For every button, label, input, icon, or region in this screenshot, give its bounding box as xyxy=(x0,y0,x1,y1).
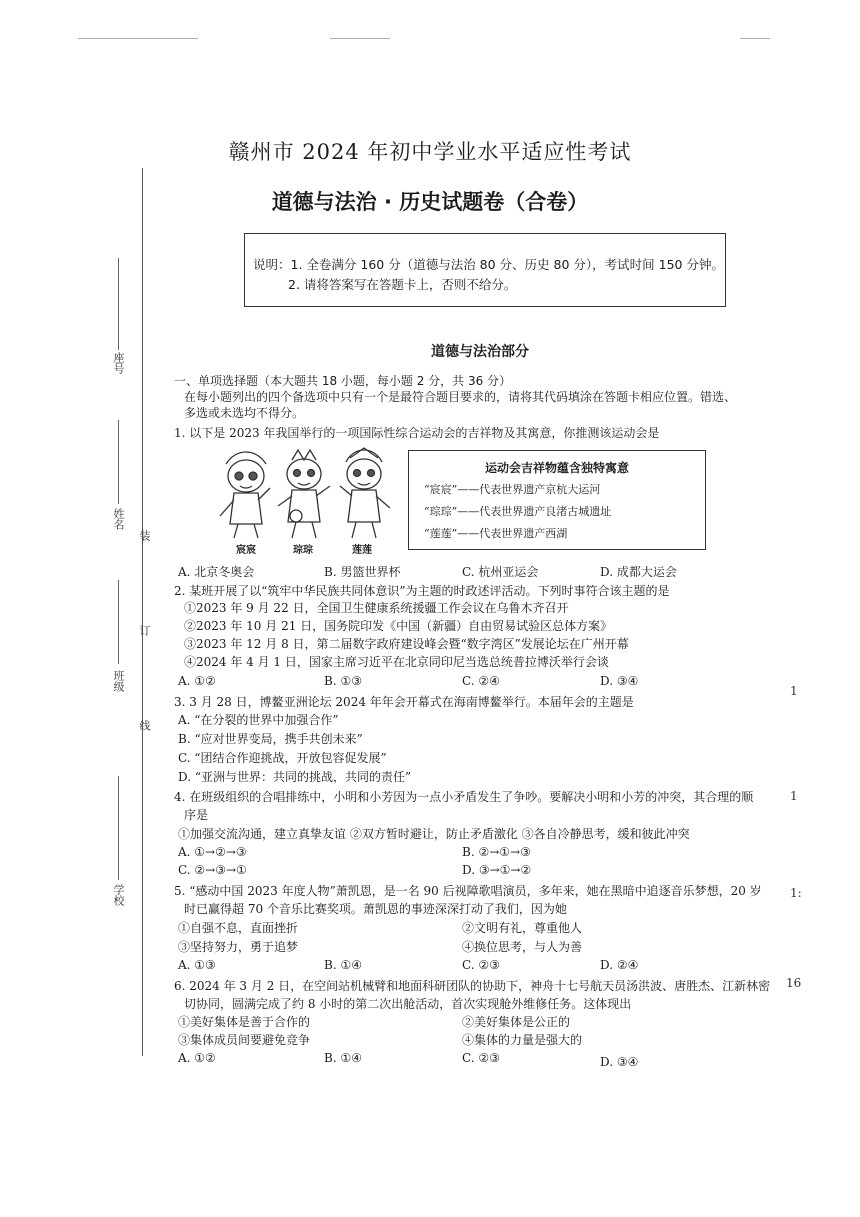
class-blank xyxy=(118,580,119,664)
q6-option-c: C. ②③ xyxy=(462,1051,500,1065)
binding-mark-ding: 订 xyxy=(138,625,151,636)
seat-label: 座号 xyxy=(112,352,125,374)
q3-option-c: C. “团结合作迎挑战，开放包容促发展” xyxy=(178,751,387,765)
section-title: 道德与法治部分 xyxy=(431,344,529,360)
q3-option-a: A. “在分裂的世界中加强合作” xyxy=(178,713,339,727)
q5-item-3: ③坚持努力，勇于追梦 xyxy=(178,940,299,954)
q5-stem-2: 时已赢得超 70 个音乐比赛奖项。萧凯恩的事迹深深打动了我们，因为她 xyxy=(184,902,567,916)
q1-option-c: C. 杭州亚运会 xyxy=(462,565,539,579)
q2-stem: 2. 某班开展了以“筑牢中华民族共同体意识”为主题的时政述评活动。下列时事符合该主题的是 xyxy=(174,584,670,598)
instructions-line-2: 2. 请将答案写在答题卡上，否则不给分。 xyxy=(288,277,517,292)
q2-item-2: ②2023 年 10 月 21 日，国务院印发《中国（新疆）自由贸易试验区总体方案》 xyxy=(184,619,613,633)
q3-stem: 3. 3 月 28 日，博鳌亚洲论坛 2024 年年会开幕式在海南博鳌举行。本届年会的主题是 xyxy=(174,695,634,709)
q1-option-b: B. 男篮世界杯 xyxy=(324,565,401,579)
scan-mark xyxy=(78,38,198,39)
scan-mark xyxy=(740,38,770,39)
school-label: 学校 xyxy=(112,884,125,906)
q4-option-b: B. ②→①→③ xyxy=(462,845,531,859)
mascot-name-congcong: 琮琮 xyxy=(293,545,313,556)
binding-line xyxy=(142,168,143,1056)
exam-title: 赣州市 2024 年初中学业水平适应性考试 xyxy=(228,140,632,164)
mascot-meaning-1: “宸宸”——代表世界遗产京杭大运河 xyxy=(424,483,601,496)
q6-item-4: ④集体的力量是强大的 xyxy=(462,1033,583,1047)
q3-option-d: D. “亚洲与世界：共同的挑战，共同的责任” xyxy=(178,770,412,784)
q5-item-4: ④换位思考，与人为善 xyxy=(462,940,583,954)
paper-title: 道德与法治 · 历史试题卷（合卷） xyxy=(271,190,589,214)
q2-option-a: A. ①② xyxy=(178,674,216,688)
q1-stem: 1. 以下是 2023 年我国举行的一项国际性综合运动会的吉祥物及其寓意，你推测该运动会是 xyxy=(174,426,660,440)
q4-option-d: D. ③→①→② xyxy=(462,863,532,877)
q6-stem-1: 6. 2024 年 3 月 2 日，在空间站机械臂和地面科研团队的协助下，神舟十七号航天员汤洪波、唐胜杰、江新林密 xyxy=(174,979,771,993)
q5-item-1: ①自强不息，直面挫折 xyxy=(178,921,299,935)
mascot-congcong-figure xyxy=(278,450,330,538)
q2-option-b: B. ①③ xyxy=(324,674,362,688)
part1-instruction-1: 在每小题列出的四个备选项中只有一个是最符合题目要求的，请将其代码填涂在答题卡相应位置。错选、 xyxy=(184,390,737,404)
q5-item-2: ②文明有礼，尊重他人 xyxy=(462,921,583,935)
q1-option-a: A. 北京冬奥会 xyxy=(178,565,255,579)
q5-stem-1: 5. “感动中国 2023 年度人物”萧凯恩，是一名 90 后视障歌唱演员，多年来，她在黑暗中追逐音乐梦想，20 岁 xyxy=(174,884,762,898)
name-blank xyxy=(118,420,119,504)
school-blank xyxy=(118,776,119,880)
mascot-illustration xyxy=(214,446,404,554)
instructions-box xyxy=(244,233,726,307)
q3-option-b: B. “应对世界变局，携手共创未来” xyxy=(178,732,363,746)
q6-item-1: ①美好集体是善于合作的 xyxy=(178,1015,311,1029)
q2-item-1: ①2023 年 9 月 22 日，全国卫生健康系统援疆工作会议在乌鲁木齐召开 xyxy=(184,601,569,615)
q2-option-c: C. ②④ xyxy=(462,674,500,688)
mascot-meaning-3: “莲莲”——代表世界遗产西湖 xyxy=(424,527,568,540)
part1-heading: 一、单项选择题（本大题共 18 小题，每小题 2 分，共 36 分） xyxy=(174,374,512,388)
mascot-name-chenchen: 宸宸 xyxy=(236,545,256,556)
q5-option-a: A. ①③ xyxy=(178,958,216,972)
q5-option-d: D. ②④ xyxy=(600,958,639,972)
q4-option-a: A. ①→②→③ xyxy=(178,845,247,859)
q2-option-d: D. ③④ xyxy=(600,674,639,688)
mascot-chenchen-figure xyxy=(220,452,270,538)
edge-mark: 1 xyxy=(790,684,798,698)
q5-option-b: B. ①④ xyxy=(324,958,362,972)
scan-mark xyxy=(330,38,390,39)
edge-mark: 1 xyxy=(790,789,798,803)
q4-stem-2: 序是 xyxy=(184,808,209,822)
q1-option-d: D. 成都大运会 xyxy=(600,565,677,579)
q2-item-3: ③2023 年 12 月 8 日，第二届数字政府建设峰会暨“数字湾区”发展论坛在广州开幕 xyxy=(184,637,629,651)
binding-mark-zhuang: 装 xyxy=(138,530,151,541)
mascot-meaning-2: “琮琮”——代表世界遗产良渚古城遗址 xyxy=(424,505,612,518)
edge-mark: 1: xyxy=(790,886,802,900)
q4-option-c: C. ②→③→① xyxy=(178,863,247,877)
class-label: 班级 xyxy=(112,670,125,692)
edge-mark: 16 xyxy=(786,976,802,990)
q6-option-d: D. ③④ xyxy=(600,1055,639,1069)
q6-stem-2: 切协同，圆满完成了约 8 小时的第二次出舱活动，首次实现舱外维修任务。这体现出 xyxy=(184,997,632,1011)
q6-option-b: B. ①④ xyxy=(324,1051,362,1065)
q6-option-a: A. ①② xyxy=(178,1051,216,1065)
q2-item-4: ④2024 年 4 月 1 日，国家主席习近平在北京同印尼当选总统普拉博沃举行会谈 xyxy=(184,655,609,669)
q4-stem-1: 4. 在班级组织的合唱排练中，小明和小芳因为一点小矛盾发生了争吵。要解决小明和小芳的冲突，其合理的顺 xyxy=(174,790,754,804)
binding-mark-xian: 线 xyxy=(138,720,151,731)
mascot-meaning-box xyxy=(408,450,706,550)
mascot-box-title: 运动会吉祥物蕴含独特寓意 xyxy=(484,461,629,475)
name-label: 姓名 xyxy=(112,508,125,530)
q4-items: ①加强交流沟通，建立真挚友谊 ②双方暂时避让，防止矛盾激化 ③各自冷静思考，缓和彼此冲突 xyxy=(178,827,690,841)
mascot-lianlian-figure xyxy=(340,448,390,538)
seat-blank xyxy=(118,258,119,350)
mascot-name-lianlian: 莲莲 xyxy=(352,545,372,556)
instructions-line-1: 说明：1. 全卷满分 160 分（道德与法治 80 分、历史 80 分），考试时间 150 分钟。 xyxy=(253,257,724,272)
q5-option-c: C. ②③ xyxy=(462,958,500,972)
q6-item-3: ③集体成员间要避免竞争 xyxy=(178,1033,311,1047)
part1-instruction-2: 多选或未选均不得分。 xyxy=(184,406,305,420)
q6-item-2: ②美好集体是公正的 xyxy=(462,1015,571,1029)
